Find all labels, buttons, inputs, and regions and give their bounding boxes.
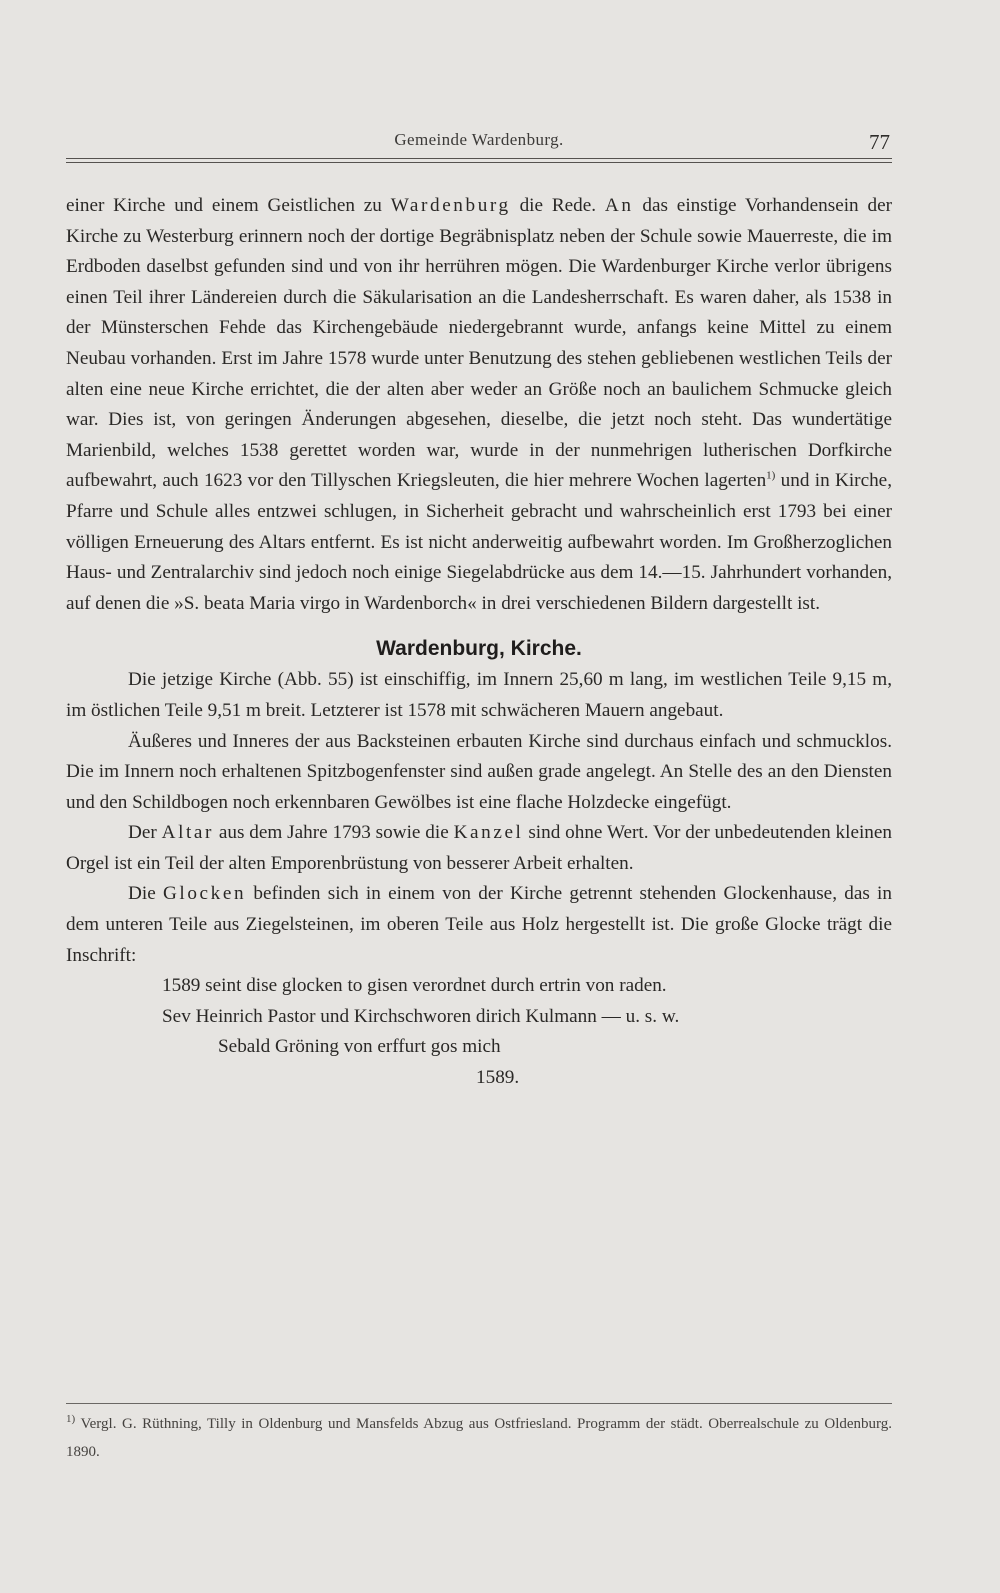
text-run: Die xyxy=(128,883,163,905)
running-title: Gemeinde Wardenburg. xyxy=(394,130,564,149)
paragraph-dimensions: Die jetzige Kirche (Abb. 55) ist einschiffig, im Innern 25,60 m lang, im westlichen Teile 9,15 m, im östlichen Teile 9,51 m breit. Letzterer ist 1578 mit schwächeren Mauern angebaut. xyxy=(66,669,892,721)
text-run: Der xyxy=(128,822,162,844)
inscription-line: 1589. xyxy=(476,1067,520,1089)
inscription-line: Sev Heinrich Pastor und Kirchschworen dirich Kulmann — u. s. w. xyxy=(162,1005,680,1027)
header-rule-bottom xyxy=(66,162,892,163)
body-text xyxy=(66,191,892,1094)
word-spaced: An xyxy=(604,195,634,216)
term-altar: Altar xyxy=(161,822,215,844)
text-run: und in Kirche, Pfarre und Schule alles entzwei schlugen, in Sicherheit gebracht und wahrscheinlich erst 1793 bei einer völligen Erneuerung des Altars entfernt. Es ist nicht anderweitig aufbewahrt worden. Im Großherzoglichen Haus- und Zentralarchiv sind jedoch noch einige Siegelabdrücke aus dem 14.—15. Jahrhundert vorhanden, auf denen die »S. beata Maria virgo in Wardenborch« in drei verschiedenen Bildern dargestellt ist. xyxy=(66,470,892,614)
footnote xyxy=(66,1410,892,1466)
term-kanzel: Kanzel xyxy=(453,822,524,844)
running-head xyxy=(66,130,892,160)
text-run: aus dem Jahre 1793 sowie die xyxy=(214,822,454,844)
section-heading: Wardenburg, Kirche. xyxy=(376,637,582,661)
text-run: das einstige Vorhandensein der Kirche zu Westerburg erinnern noch der dortige Begräbnisplatz neben der Schule sowie Mauerreste, die im Erdboden daselbst gefunden sind und von ihr herrühren mögen. Die Wardenburger Kirche verlor übrigens einen Teil ihrer Ländereien durch die Säkularisation an die Landesherrschaft. Es waren daher, als 1538 in der Münsterschen Fehde das Kirchengebäude niedergebrannt wurde, anfangs keine Mittel zu einem Neubau vorhanden. Erst im Jahre 1578 wurde unter Benutzung des stehen gebliebenen westlichen Teils der alten eine neue Kirche errichtet, die der alten aber weder an Größe noch an baulichem Schmucke gleich war. Dies ist, von geringen Änderungen abgesehen, dieselbe, die jetzt noch steht. Das wundertätige Marienbild, welches 1538 gerettet worden war, wurde in der nunmehrigen lutherischen Dorfkirche aufbewahrt, auch 1623 vor den Tillyschen Kriegsleuten, die hier mehrere Wochen lagerten xyxy=(66,195,892,492)
footnote-text: Vergl. G. Rüthning, Tilly in Oldenburg und Mansfelds Abzug aus Ostfriesland. Programm der städt. Oberrealschule zu Oldenburg. 1890. xyxy=(66,1416,892,1460)
text-run: befinden sich in einem von der Kirche getrennt stehenden Glockenhause, das in dem unteren Teile aus Ziegelsteinen, im oberen Teile aus Holz hergestellt ist. Die große Glocke trägt die Inschrift: xyxy=(66,883,892,966)
inscription-line: Sebald Gröning von erffurt gos mich xyxy=(218,1036,501,1058)
paragraph-exterior: Äußeres und Inneres der aus Backsteinen erbauten Kirche sind durchaus einfach und schmucklos. Die im Innern noch erhaltenen Spitzbogenfenster sind außen grade angelegt. An Stelle des an den Diensten und den Schildbogen noch erkennbaren Gewölbes ist eine flache Holzdecke eingefügt. xyxy=(66,730,892,813)
inscription-line: 1589 seint dise glocken to gisen verordnet durch ertrin von raden. xyxy=(162,975,667,997)
text-run: einer Kirche und einem Geistlichen zu xyxy=(66,195,391,216)
paragraph-altar xyxy=(66,818,892,879)
text-run: sind ohne Wert. Vor der unbedeutenden kleinen Orgel ist ein Teil der alten Emporenbrüstung von besserer Arbeit erhalten. xyxy=(66,822,893,874)
text-run: die Rede. xyxy=(510,195,605,216)
term-glocken: Glocken xyxy=(162,883,247,905)
header-rule-top xyxy=(66,158,892,159)
bell-inscription xyxy=(66,971,892,1093)
page-number: 77 xyxy=(869,130,890,154)
footnote-rule xyxy=(66,1403,892,1404)
paragraph-continuation xyxy=(66,191,892,619)
footnote-marker: 1) xyxy=(66,1413,76,1425)
footnote-reference: 1) xyxy=(766,469,776,482)
place-name-spaced: Wardenburg xyxy=(390,195,511,216)
paragraph-bells xyxy=(66,879,892,971)
